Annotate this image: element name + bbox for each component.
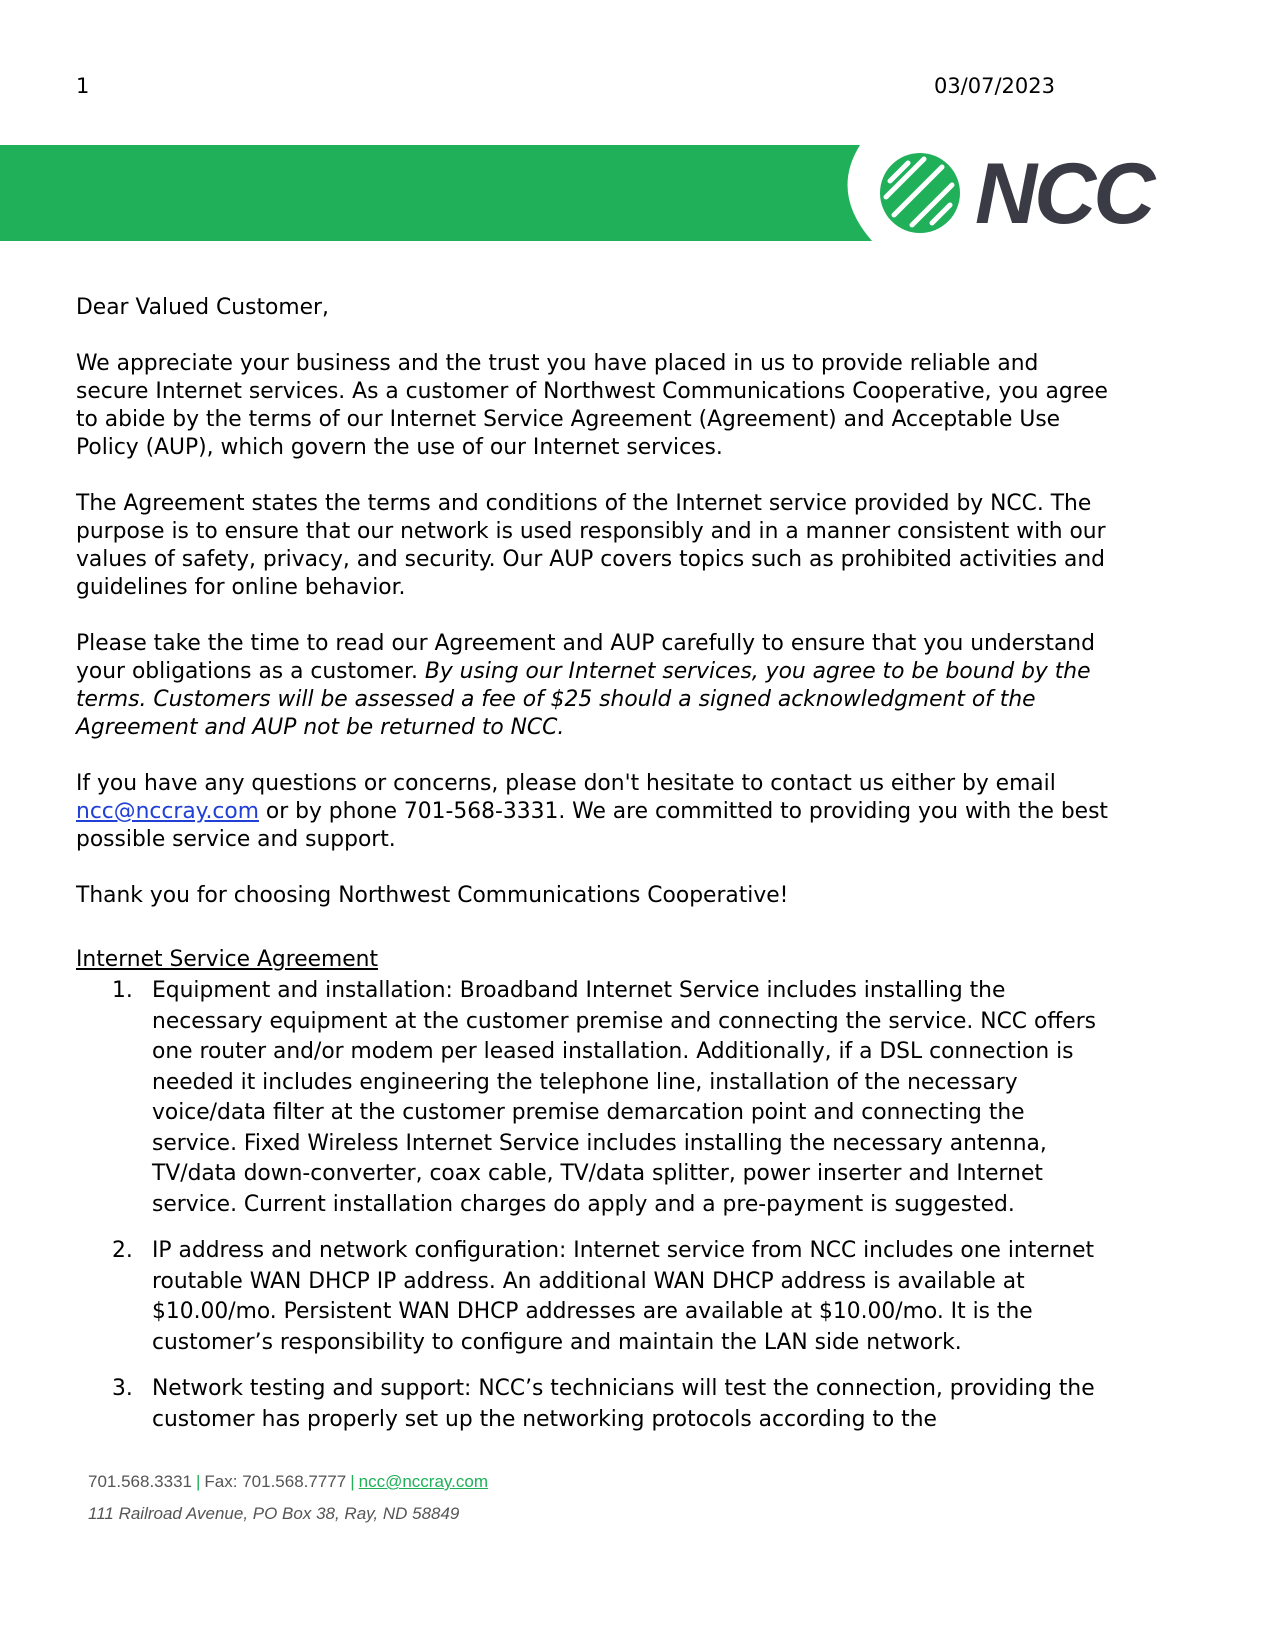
paragraph-contact: [76, 770, 1116, 854]
list-item: [76, 1374, 1116, 1435]
page-footer: [88, 1466, 488, 1530]
contact-text-after: or by phone 701-568-3331. We are committed to providing you with the best possible service and support.: [76, 799, 1108, 852]
green-banner-stripe: [0, 145, 872, 241]
greeting: Dear Valued Customer,: [76, 295, 329, 320]
footer-separator: |: [196, 1472, 201, 1491]
agreement-terms-list: [76, 976, 1116, 1451]
list-item: [76, 976, 1116, 1220]
header-banner: [0, 145, 1275, 241]
list-item-number: 1.: [112, 978, 133, 1003]
document-date: 03/07/2023: [933, 74, 1055, 98]
paragraph-agreement-purpose: The Agreement states the terms and conditions of the Internet service provided by NCC. The purpose is to ensure that our network is used responsibly and in a manner consistent with our values of safety, privacy, and security. Our AUP covers topics such as prohibited activities and guidelines for online behavior.: [76, 491, 1106, 600]
contact-text-before: If you have any questions or concerns, please don't hesitate to contact us either by email: [76, 771, 1056, 796]
list-item-number: 3.: [112, 1376, 133, 1401]
list-item-text: IP address and network configuration: Internet service from NCC includes one internet routable WAN DHCP IP address. An additional WAN DHCP address is available at $10.00/mo. Persistent WAN DHCP addresses are available at $10.00/mo. It is the customer’s responsibility to configure and maintain the LAN side network.: [152, 1238, 1095, 1355]
footer-address: 111 Railroad Avenue, PO Box 38, Ray, ND 58849: [88, 1504, 460, 1523]
footer-separator: |: [350, 1472, 355, 1491]
logo-mark-icon: [880, 153, 960, 233]
section-title-agreement: Internet Service Agreement: [76, 947, 379, 972]
read-carefully-text: Please take the time to read our Agreement and AUP carefully to ensure that you understand your obligations as a customer.: [76, 631, 1095, 684]
list-item-text: Equipment and installation: Broadband Internet Service includes installing the necessary equipment at the customer premise and connecting the service. NCC offers one router and/or modem per leased installation. Additionally, if a DSL connection is needed it includes engineering the telephone line, installation of the necessary voice/data filter at the customer premise demarcation point and connecting the service. Fixed Wireless Internet Service includes installing the necessary antenna, TV/data down-converter, coax cable, TV/data splitter, power inserter and Internet service. Current installation charges do apply and a pre-payment is suggested.: [152, 978, 1097, 1217]
fee-notice: By using our Internet services, you agree to be bound by the terms. Customers will be assessed a fee of $25 should a signed acknowledgment of the Agreement and AUP not be returned to NCC.: [76, 659, 1091, 740]
footer-email-link[interactable]: ncc@nccray.com: [358, 1472, 488, 1491]
paragraph-intro: We appreciate your business and the trust you have placed in us to provide reliable and secure Internet services. As a customer of Northwest Communications Cooperative, you agree to abide by the terms of our Internet Service Agreement (Agreement) and Acceptable Use Policy (AUP), which govern the use of our Internet services.: [76, 351, 1108, 460]
list-item-number: 2.: [112, 1238, 133, 1263]
ncc-logo: [880, 153, 960, 233]
list-item: [76, 1236, 1116, 1358]
page-number: 1: [76, 74, 90, 98]
logo-wordmark: NCC: [975, 146, 1153, 241]
footer-contact-line: [88, 1466, 488, 1498]
paragraph-read-carefully: [76, 630, 1116, 742]
footer-fax: Fax: 701.568.7777: [204, 1472, 347, 1491]
contact-email-link[interactable]: ncc@nccray.com: [76, 799, 259, 824]
list-item-text: Network testing and support: NCC’s technicians will test the connection, providing the customer has properly set up the networking protocols according to the: [152, 1376, 1095, 1432]
letter-body: [76, 294, 1116, 938]
paragraph-thanks: Thank you for choosing Northwest Communications Cooperative!: [76, 883, 789, 908]
footer-phone: 701.568.3331: [88, 1472, 192, 1491]
